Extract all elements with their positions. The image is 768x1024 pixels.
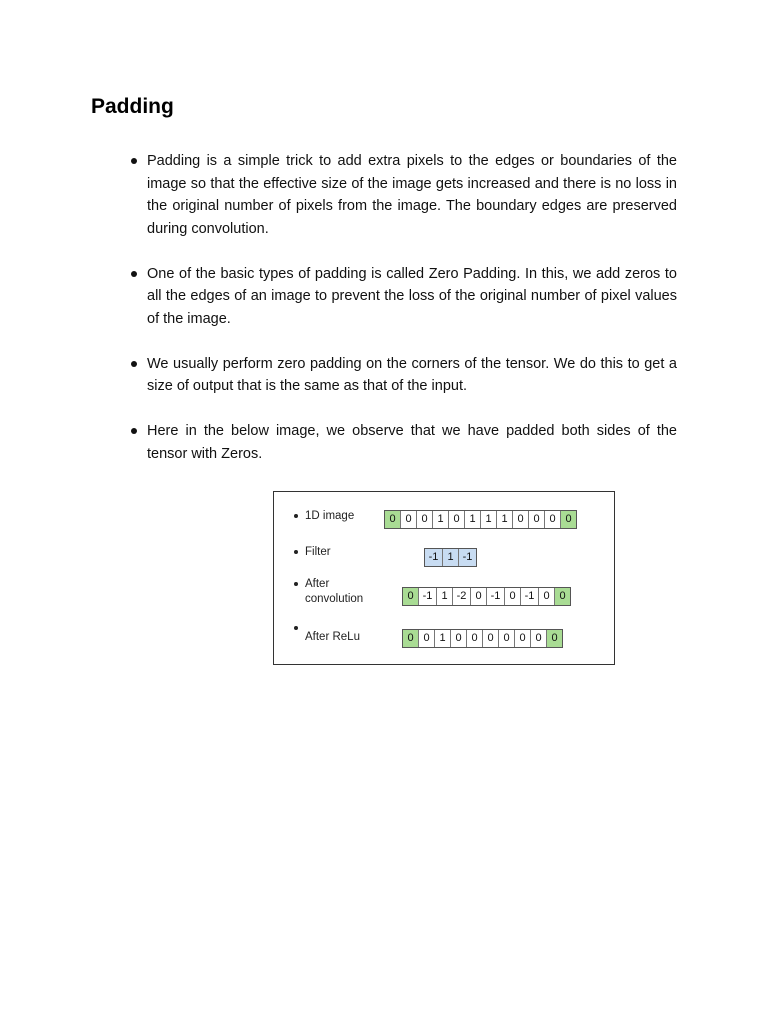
bullet-dot-icon <box>131 158 137 164</box>
bullet-list <box>147 150 677 488</box>
matrix-cell: 1 <box>465 511 481 528</box>
figure-row-label: After ReLu <box>305 631 360 643</box>
bullet-dot-icon <box>131 271 137 277</box>
figure-row-label: 1D image <box>305 510 355 522</box>
cell-strip-1d-image <box>384 510 577 529</box>
matrix-cell: 0 <box>505 588 521 605</box>
matrix-cell: 0 <box>539 588 555 605</box>
matrix-cell: 0 <box>513 511 529 528</box>
matrix-cell: 0 <box>403 588 419 605</box>
matrix-cell: 0 <box>417 511 433 528</box>
matrix-cell: 0 <box>449 511 465 528</box>
bullet-item <box>147 420 677 465</box>
matrix-cell: 0 <box>403 630 419 647</box>
figure-row-label <box>305 577 363 607</box>
matrix-cell: 0 <box>561 511 576 528</box>
cell-strip-after-relu <box>402 629 563 648</box>
matrix-cell: 0 <box>467 630 483 647</box>
matrix-cell: 0 <box>499 630 515 647</box>
matrix-cell: 1 <box>435 630 451 647</box>
matrix-cell: 0 <box>529 511 545 528</box>
matrix-cell: 0 <box>555 588 570 605</box>
matrix-cell: -1 <box>521 588 539 605</box>
bullet-dot-icon <box>131 361 137 367</box>
cell-strip-after-convolution <box>402 587 571 606</box>
matrix-cell: 0 <box>401 511 417 528</box>
figure-row-label: Filter <box>305 546 331 558</box>
matrix-cell: 1 <box>443 549 459 566</box>
bullet-dot-icon <box>131 428 137 434</box>
zero-padding-figure <box>273 491 615 665</box>
bullet-text: Padding is a simple trick to add extra pixels to the edges or boundaries of the image so that the effective size of the image gets increased and there is no loss in the original number of pixels from the image. The boundary edges are preserved during convolution. <box>147 153 677 237</box>
bullet-text: Here in the below image, we observe that we have padded both sides of the tensor with Zeros. <box>147 423 677 462</box>
bullet-item <box>147 263 677 331</box>
matrix-cell: 0 <box>471 588 487 605</box>
matrix-cell: 0 <box>545 511 561 528</box>
figure-bullet-icon <box>294 550 298 554</box>
matrix-cell: 0 <box>515 630 531 647</box>
figure-bullet-icon <box>294 626 298 630</box>
matrix-cell: 1 <box>497 511 513 528</box>
figure-row-label-line: convolution <box>305 593 364 605</box>
bullet-item <box>147 353 677 398</box>
matrix-cell: 0 <box>385 511 401 528</box>
matrix-cell: 0 <box>419 630 435 647</box>
bullet-text: One of the basic types of padding is called Zero Padding. In this, we add zeros to all the edges of an image to prevent the loss of the original number of pixel values of the image. <box>147 265 677 327</box>
matrix-cell: 0 <box>547 630 562 647</box>
matrix-cell: 0 <box>531 630 547 647</box>
figure-bullet-icon <box>294 582 298 586</box>
matrix-cell: 1 <box>481 511 497 528</box>
cell-strip-filter <box>424 548 477 567</box>
matrix-cell: -1 <box>487 588 505 605</box>
matrix-cell: -2 <box>453 588 471 605</box>
matrix-cell: -1 <box>459 549 476 566</box>
figure-row-label-line: After <box>305 578 330 590</box>
matrix-cell: 1 <box>433 511 449 528</box>
matrix-cell: 1 <box>437 588 453 605</box>
matrix-cell: 0 <box>483 630 499 647</box>
matrix-cell: -1 <box>419 588 437 605</box>
figure-bullet-icon <box>294 514 298 518</box>
matrix-cell: -1 <box>425 549 443 566</box>
matrix-cell: 0 <box>451 630 467 647</box>
page-title: Padding <box>91 95 174 118</box>
bullet-item <box>147 150 677 240</box>
bullet-text: We usually perform zero padding on the corners of the tensor. We do this to get a size of output that is the same as that of the input. <box>147 355 677 394</box>
